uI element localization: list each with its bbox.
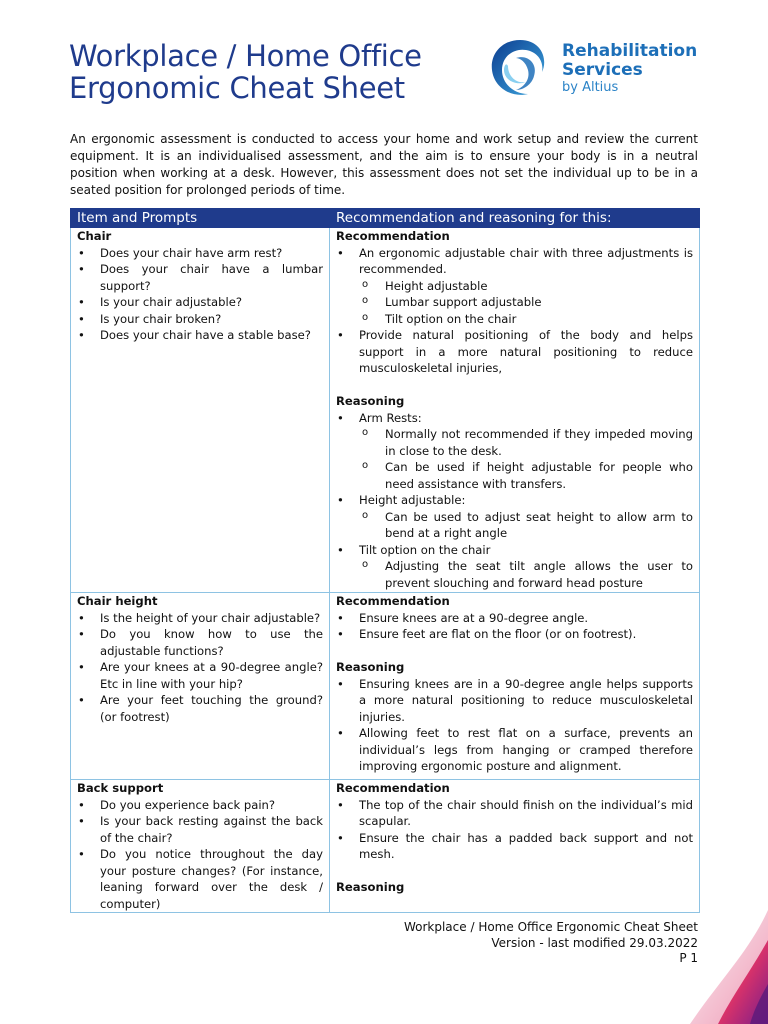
header-recommendation: Recommendation and reasoning for this: [330, 209, 700, 228]
prompt-item: • Is your back resting against the back of the chair? [77, 813, 323, 846]
page-title-line-2: Ergonomic Cheat Sheet [69, 71, 405, 105]
prompt-item: • Is your chair broken? [77, 311, 323, 328]
reasoning-item [336, 410, 693, 493]
reasoning-item [336, 492, 693, 542]
sub-item: o Normally not recommended if they impeded moving in close to the desk. [359, 426, 693, 459]
sub-list [359, 558, 693, 591]
recommendation-list [336, 245, 693, 377]
footer-title: Workplace / Home Office Ergonomic Cheat Sheet [403, 920, 698, 934]
sub-list [359, 426, 693, 492]
item-title: Chair height [77, 594, 158, 608]
reasoning-item: • Ensuring knees are in a 90-degree angle helps supports a more natural positioning to reduce musculoskeletal injuries. [336, 676, 693, 726]
prompt-item: • Does your chair have a stable base? [77, 327, 323, 344]
recommendation-label: Recommendation [336, 781, 450, 795]
prompt-item: • Do you notice throughout the day your posture changes? (For instance, leaning forward over the desk / computer) [77, 846, 323, 912]
recommendation-label: Recommendation [336, 594, 450, 608]
prompt-list [77, 797, 323, 913]
sub-item: o Lumbar support adjustable [359, 294, 693, 311]
prompt-item: • Is your chair adjustable? [77, 294, 323, 311]
ergonomic-table [70, 208, 700, 913]
recommendation-item: • Provide natural positioning of the body and helps support in a more natural positioning to reduce musculoskeletal injuries, [336, 327, 693, 377]
page-title-line-1: Workplace / Home Office [69, 39, 422, 73]
item-cell [71, 593, 330, 780]
item-cell [71, 780, 330, 913]
logo-line-2: Services [562, 60, 643, 80]
intro-paragraph: An ergonomic assessment is conducted to access your home and work setup and review the current equipment. It is an individualised assessment, and the aim is to ensure your body is in a neutral position when working at a desk. However, this assessment does not set the individual up to be in a seated position for prolonged periods of time. [70, 132, 698, 197]
table-header-row [71, 209, 700, 228]
recommendation-label: Recommendation [336, 229, 450, 243]
sub-item: o Tilt option on the chair [359, 311, 693, 328]
prompt-item: • Are your knees at a 90-degree angle? Etc in line with your hip? [77, 659, 323, 692]
prompt-item: • Do you experience back pain? [77, 797, 323, 814]
recommendation-item: • The top of the chair should finish on the individual’s mid scapular. [336, 797, 693, 830]
recommendation-item [336, 245, 693, 328]
sub-item: o Can be used to adjust seat height to allow arm to bend at a right angle [359, 509, 693, 542]
sub-list [359, 509, 693, 542]
recommendation-cell [330, 228, 700, 593]
sub-list [359, 278, 693, 328]
header-item-prompts: Item and Prompts [71, 209, 330, 228]
reasoning-text: Height adjustable: [359, 493, 466, 507]
reasoning-label: Reasoning [336, 394, 405, 408]
item-title: Back support [77, 781, 164, 795]
prompt-list [77, 245, 323, 344]
prompt-item: • Is the height of your chair adjustable? [77, 610, 323, 627]
logo-line-1: Rehabilitation [562, 41, 698, 61]
reasoning-item: • Allowing feet to rest flat on a surface, prevents an individual’s legs from hanging or cramped therefore improving ergonomic posture and alignment. [336, 725, 693, 775]
logo-line-3: by Altius [562, 80, 619, 95]
prompt-list [77, 610, 323, 726]
sub-item: o Height adjustable [359, 278, 693, 295]
recommendation-text: An ergonomic adjustable chair with three adjustments is recommended. [359, 245, 693, 276]
footer-version: Version - last modified 29.03.2022 [491, 935, 698, 950]
recommendation-list [336, 610, 693, 643]
reasoning-list [336, 410, 693, 592]
table-row [71, 593, 700, 780]
recommendation-item: • Ensure feet are flat on the floor (or on footrest). [336, 626, 693, 643]
page-title [69, 40, 422, 104]
prompt-item: • Do you know how to use the adjustable functions? [77, 626, 323, 659]
logo-text [562, 42, 697, 96]
company-logo [478, 28, 698, 108]
reasoning-text: Tilt option on the chair [359, 542, 491, 557]
recommendation-cell [330, 593, 700, 780]
item-title: Chair [77, 229, 112, 243]
table-row [71, 228, 700, 593]
item-cell [71, 228, 330, 593]
sub-item: o Can be used if height adjustable for people who need assistance with transfers. [359, 459, 693, 492]
recommendation-list [336, 797, 693, 863]
swirl-logo-icon [486, 36, 554, 102]
reasoning-text: Arm Rests: [359, 410, 422, 425]
reasoning-label: Reasoning [336, 660, 405, 674]
reasoning-label: Reasoning [336, 880, 405, 894]
reasoning-list [336, 676, 693, 775]
prompt-item: • Are your feet touching the ground? (or footrest) [77, 692, 323, 725]
prompt-item: • Does your chair have a lumbar support? [77, 261, 323, 294]
sub-item: o Adjusting the seat tilt angle allows the user to prevent slouching and forward head posture [359, 558, 693, 591]
page-footer [404, 920, 698, 967]
reasoning-item [336, 542, 693, 592]
recommendation-item: • Ensure the chair has a padded back support and not mesh. [336, 830, 693, 863]
footer-page-number: P 1 [679, 951, 698, 965]
recommendation-item: • Ensure knees are at a 90-degree angle. [336, 610, 693, 627]
prompt-item: • Does your chair have arm rest? [77, 245, 323, 262]
